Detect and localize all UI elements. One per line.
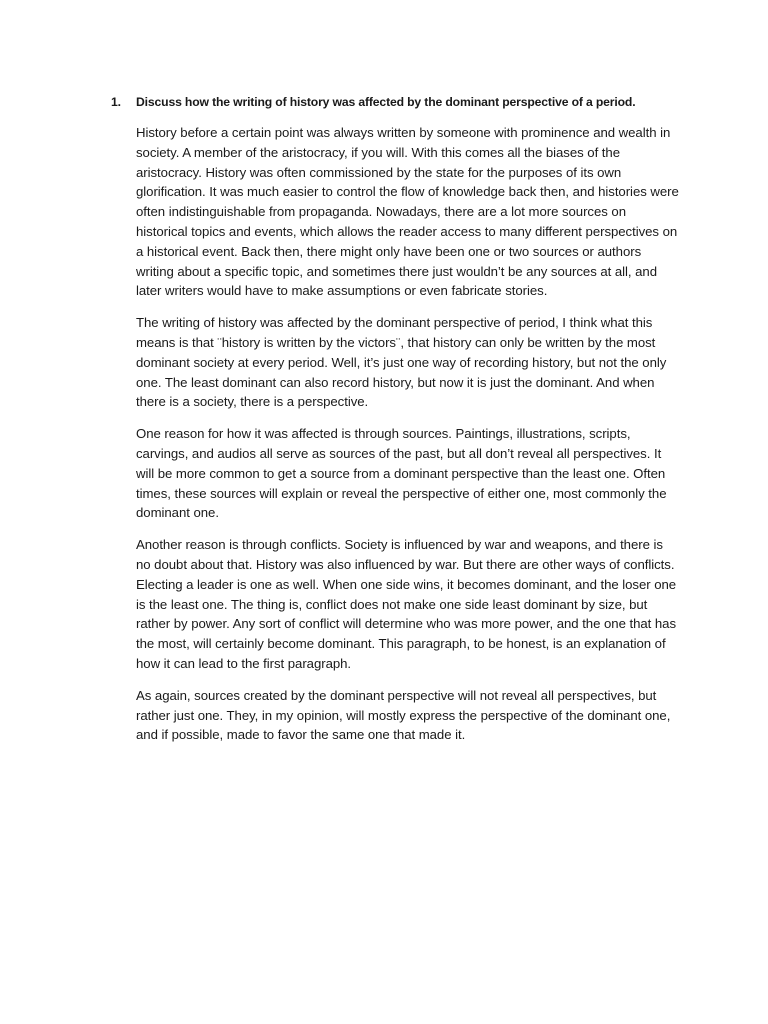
question-heading [111, 94, 671, 110]
essay-paragraph-3: One reason for how it was affected is through sources. Paintings, illustrations, scripts, carvings, and audios all serve as sources of the past, but all don’t reveal all perspectives. It will be more common to get a source from a dominant perspective than the least one. Often times, these sources will explain or reveal the perspective of either one, most commonly the dominant one. [136, 426, 667, 521]
essay-body [136, 123, 681, 757]
essay-paragraph-4: Another reason is through conflicts. Society is influenced by war and weapons, and there is no doubt about that. History was also influenced by war. But there are other ways of conflicts. Electing a leader is one as well. When one side wins, it becomes dominant, and the loser one is the least one. The thing is, conflict does not make one side least dominant by size, but rather by power. Any sort of conflict will determine who was more power, and the one that has the most, will certainly become dominant. This paragraph, to be honest, is an explanation of how it can lead to the first paragraph. [136, 537, 677, 671]
essay-paragraph-2: The writing of history was affected by the dominant perspective of period, I think what this means is that ¨history is written by the victors¨, that history can only be written by the most dominant society at every period. Well, it’s just one way of recording history, but not the only one. The least dominant can also record history, but now it is just the dominant. And when there is a society, there is a perspective. [136, 315, 667, 410]
question-text: Discuss how the writing of history was affected by the dominant perspective of a period. [136, 95, 636, 109]
essay-paragraph-5: As again, sources created by the dominant perspective will not reveal all perspectives, but rather just one. They, in my opinion, will mostly express the perspective of the dominant one, and if possible, made to favor the same one that made it. [136, 687, 671, 743]
essay-paragraph-1: History before a certain point was always written by someone with prominence and wealth in society. A member of the aristocracy, if you will. With this comes all the biases of the aristocracy. History was often commissioned by the state for the purposes of its own glorification. It was much easier to control the flow of knowledge back then, and histories were often indistinguishable from propaganda. Nowadays, there are a lot more sources on historical topics and events, which allows the reader access to many different perspectives on a historical event. Back then, there might only have been one or two sources or authors writing about a specific topic, and sometimes there just wouldn’t be any sources at all, and later writers would have to make assumptions or even fabricate stories. [136, 125, 679, 299]
question-number: 1. [111, 95, 121, 109]
